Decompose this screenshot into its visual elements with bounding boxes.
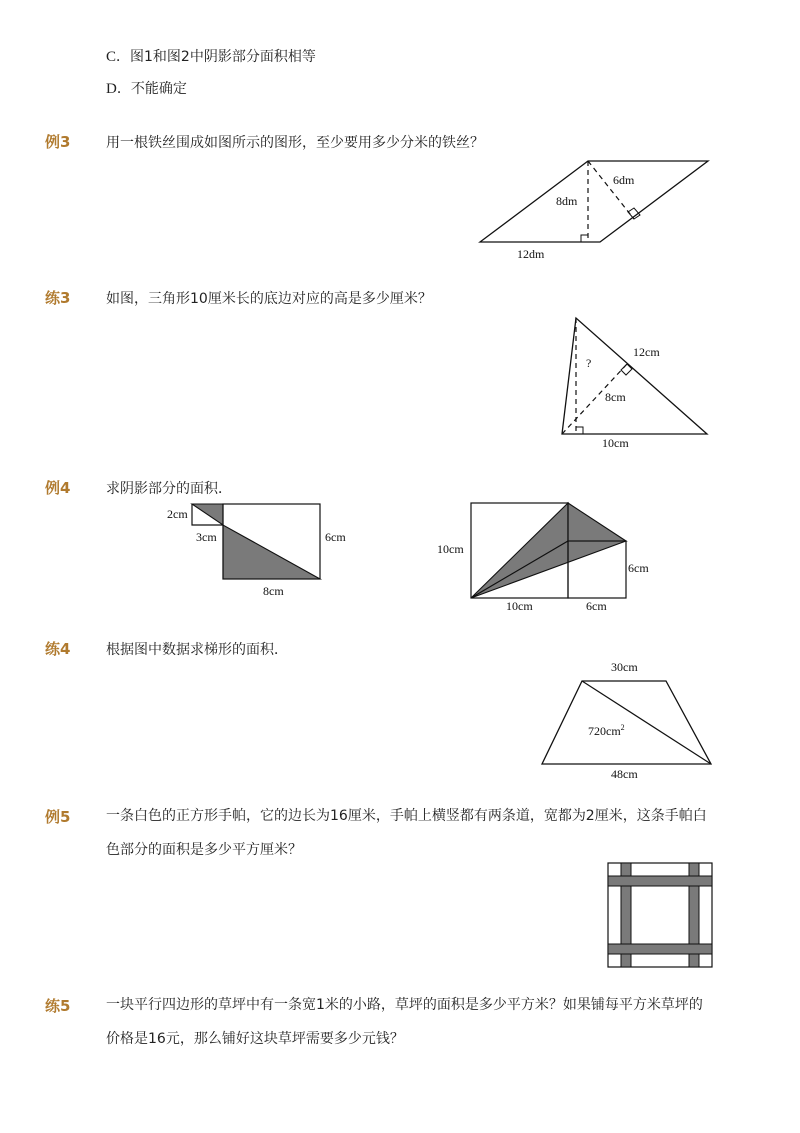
label-12dm: 12dm xyxy=(517,247,545,261)
label-8dm: 8dm xyxy=(556,194,578,208)
problem-label-ex5: 例5 xyxy=(45,808,71,826)
problem-text-pr4: 根据图中数据求梯形的面积． xyxy=(106,642,288,658)
label-30cm: 30cm xyxy=(611,660,638,674)
label-6cm-side: 6cm xyxy=(628,561,649,575)
label-10cm-side: 10cm xyxy=(437,542,464,556)
problem-text-pr3: 如图，三角形10厘米长的底边对应的高是多少厘米？ xyxy=(106,291,432,307)
problem-text-ex5: 一条白色的正方形手帕，它的边长为16厘米，手帕上横竖都有两条道，宽都为2厘米，这条手帕白色部分的面积是多少平方厘米？ xyxy=(106,808,707,858)
shaded-rect-figure-2 xyxy=(436,498,661,616)
label-10cm-bottom: 10cm xyxy=(506,599,533,613)
label-10cm: 10cm xyxy=(602,436,629,450)
problem-label-pr3: 练3 xyxy=(45,289,71,307)
problem-label-ex3: 例3 xyxy=(45,133,71,151)
problem-text-pr5: 一块平行四边形的草坪中有一条宽1米的小路，草坪的面积是多少平方米？如果铺每平方米草坪的价格是16元，那么铺好这块草坪需要多少元钱？ xyxy=(106,997,703,1047)
label-6cm-a: 6cm xyxy=(325,530,346,544)
problem-text-ex3: 用一根铁丝围成如图所示的图形，至少要用多少分米的铁丝？ xyxy=(106,135,484,151)
label-8cm-a: 8cm xyxy=(263,584,284,598)
label-area: $720cm^2$ xyxy=(588,723,625,738)
handkerchief-figure xyxy=(607,862,713,968)
label-6dm: 6dm xyxy=(613,173,635,187)
option-d[interactable] xyxy=(106,78,187,98)
problem-text-ex4: 求阴影部分的面积． xyxy=(106,481,232,497)
problem-label-pr4: 练4 xyxy=(45,640,71,658)
parallelogram-figure xyxy=(470,150,720,265)
label-question: ? xyxy=(586,356,592,370)
label-6cm-bottom: 6cm xyxy=(586,599,607,613)
label-8cm: 8cm xyxy=(605,390,626,404)
option-d-text: ．不能确定 xyxy=(116,81,187,97)
option-c[interactable] xyxy=(106,46,316,66)
label-3cm: 3cm xyxy=(196,530,217,544)
option-d-letter: D xyxy=(106,81,117,97)
problem-label-ex4: 例4 xyxy=(45,479,71,497)
shaded-rect-figure-1 xyxy=(160,498,360,602)
problem-label-pr5: 练5 xyxy=(45,997,71,1015)
label-2cm: 2cm xyxy=(167,507,188,521)
trapezoid-figure xyxy=(535,655,725,785)
option-c-letter: C xyxy=(106,49,117,65)
label-12cm: 12cm xyxy=(633,345,660,359)
label-48cm: 48cm xyxy=(611,767,638,781)
option-c-text: ．图1和图2中阴影部分面积相等 xyxy=(116,49,316,65)
triangle-figure xyxy=(555,312,720,457)
